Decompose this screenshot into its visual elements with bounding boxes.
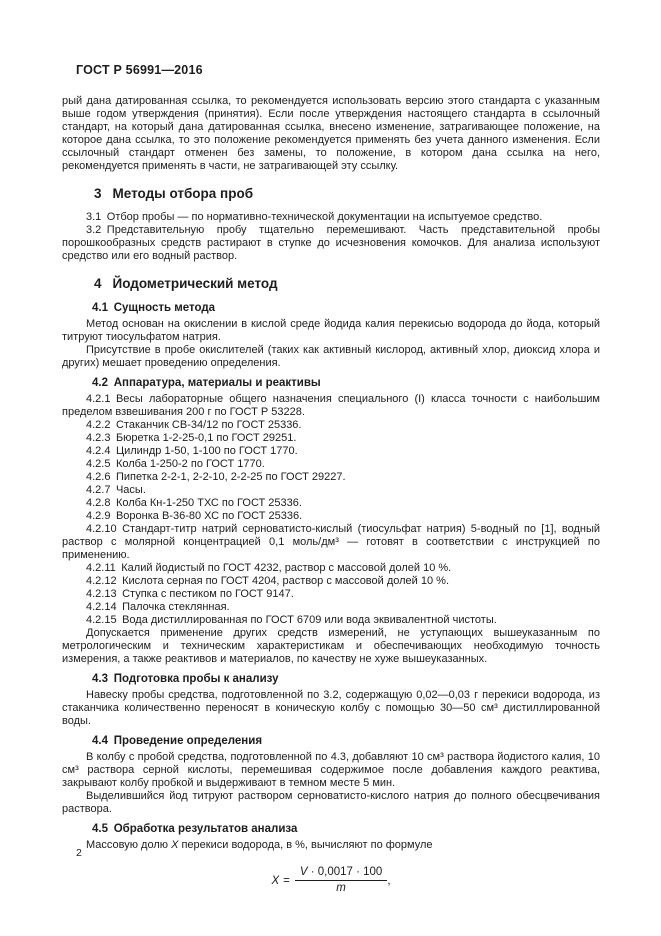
paragraph-determination-procedure: В колбу с пробой средства, подготовленной по 4.3, добавляют 10 см³ раствора йодистого калия, 10 см³ раствора серной кислоты, перемешивая содержимое после добавления каждого реактива, закрывают колбу пробкой и выдерживают в темном месте 5 мин. xyxy=(62,751,604,789)
subsection-4-2-heading: 4.2 Аппаратура, материалы и реактивы xyxy=(92,377,321,389)
clause-item: 4.2.6 Пипетка 2-2-1, 2-2-10, 2-2-25 по ГОСТ 29227. xyxy=(86,471,346,483)
formula-intro-before: Массовую долю xyxy=(86,839,172,851)
clause-item: 4.2.2 Стаканчик СВ-34/12 по ГОСТ 25336. xyxy=(86,419,302,431)
clause-item: 4.2.14 Палочка стеклянная. xyxy=(86,601,230,613)
formula-intro-after: перекиси водорода, в %, вычисляют по формуле xyxy=(178,839,433,851)
clause-item: 4.2.1 Весы лабораторные общего назначения специального (I) класса точности с наибольшим пределом взвешивания 200 г по ГОСТ Р 53228. xyxy=(62,393,604,418)
formula xyxy=(62,866,600,895)
clause-item: 4.2.12 Кислота серная по ГОСТ 4204, раствор с массовой долей 10 %. xyxy=(86,575,450,587)
paragraph-titration: Выделившийся йод титруют раствором серноватисто-кислого натрия до полного обесцвечивания раствора. xyxy=(62,790,604,815)
clause-item: 4.2.15 Вода дистиллированная по ГОСТ 6709 или вода эквивалентной чистоты. xyxy=(86,614,497,626)
clause-item: 4.2.10 Стандарт-титр натрий серноватисто-кислый (тиосульфат натрия) 5-водный по [1], водный раствор с молярной концентрацией 0,1 моль/дм³ — готовят в соответствии с инструкцией по применению. xyxy=(62,523,604,561)
formula-intro-variable: X xyxy=(171,839,179,851)
section-4-number: 4 xyxy=(94,276,102,291)
intro-paragraph: рый дана датированная ссылка, то рекомендуется использовать версию этого стандарта с указанным выше годом утверждения (принятия). Если после утверждения настоящего стандарта в ссылочный стандарт, на который дана датированная ссылка, внесено изменение, затрагивающее положение, на которое дана ссылка, то это положение рекомендуется применять без учета данного изменения. Если ссылочный стандарт отменен без замены, то положение, в котором дана ссылка на него, рекомендуется применять в части, не затрагивающей эту ссылку. xyxy=(62,95,604,172)
formula-denominator: m xyxy=(336,882,346,894)
subsection-4-5-heading: 4.5 Обработка результатов анализа xyxy=(92,823,298,835)
equals-sign: = xyxy=(283,874,290,887)
section-3-number: 3 xyxy=(94,186,102,201)
paragraph-formula-intro xyxy=(62,839,600,852)
section-3-title: Методы отбора проб xyxy=(112,186,254,201)
paragraph-sample-preparation: Навеску пробы средства, подготовленной по 3.2, содержащую 0,02—0,03 г перекиси водорода, из стаканчика количественно переносят в коническую колбу с помощью 30—50 см³ дистиллированной воды. xyxy=(62,689,604,727)
formula-variable: X xyxy=(271,874,280,887)
section-4-title: Йодометрический метод xyxy=(112,276,278,291)
paragraph-method-basis: Метод основан на окислении в кислой среде йодида калия перекисью водорода до йода, который титруют тиосульфатом натрия. xyxy=(62,318,604,343)
paragraph-oxidizers-note: Присутствие в пробе окислителей (таких как активный кислород, активный хлор, диоксид хлора и других) мешает проведению определения. xyxy=(62,344,604,369)
clause-item: 4.2.9 Воронка В-36-80 ХС по ГОСТ 25336. xyxy=(86,510,303,522)
clause-item: 4.2.7 Часы. xyxy=(86,484,146,496)
formula-comma: , xyxy=(387,874,391,887)
numerator-variable: V xyxy=(299,866,308,878)
subsection-4-1-heading: 4.1 Сущность метода xyxy=(92,302,216,314)
clause-item: 4.2.13 Ступка с пестиком по ГОСТ 9147. xyxy=(86,588,294,600)
clause-3-1: 3.1 Отбор пробы — по нормативно-технической документации на испытуемое средство. xyxy=(86,211,543,223)
clause-item: 4.2.5 Колба 1-250-2 по ГОСТ 1770. xyxy=(86,458,265,470)
fraction xyxy=(295,866,387,895)
clause-item: 4.2.8 Колба Кн-1-250 ТХС по ГОСТ 25336. xyxy=(86,497,302,509)
clause-item: 4.2.3 Бюретка 1-2-25-0,1 по ГОСТ 29251. xyxy=(86,432,297,444)
clause-item: 4.2.4 Цилиндр 1-50, 1-100 по ГОСТ 1770. xyxy=(86,445,298,457)
section-3-heading xyxy=(94,186,600,202)
text-block xyxy=(62,63,604,895)
numerator-constants: · 0,0017 · 100 xyxy=(307,866,383,878)
clause-3-2: 3.2 Представительную пробу тщательно перемешивают. Часть представительной пробы порошкообразных средств растирают в ступке до исчезновения комочков. Для анализа используют средство или его водный раствор. xyxy=(62,224,604,262)
formula-numerator xyxy=(295,866,387,881)
section-4-heading xyxy=(94,276,600,292)
paragraph-equivalent-means-note: Допускается применение других средств измерений, не уступающих вышеуказанным по метрологическим и техническим характеристикам и обеспечивающих необходимую точность измерения, а также реактивов и материалов, по качеству не хуже вышеуказанных. xyxy=(62,627,604,665)
page-number: 2 xyxy=(76,847,82,859)
subsection-4-3-heading: 4.3 Подготовка пробы к анализу xyxy=(92,673,279,685)
clause-item: 4.2.11 Калий йодистый по ГОСТ 4232, раствор с массовой долей 10 %. xyxy=(86,562,452,574)
subsection-4-4-heading: 4.4 Проведение определения xyxy=(92,735,263,747)
doc-code-header: ГОСТ Р 56991—2016 xyxy=(76,63,203,77)
